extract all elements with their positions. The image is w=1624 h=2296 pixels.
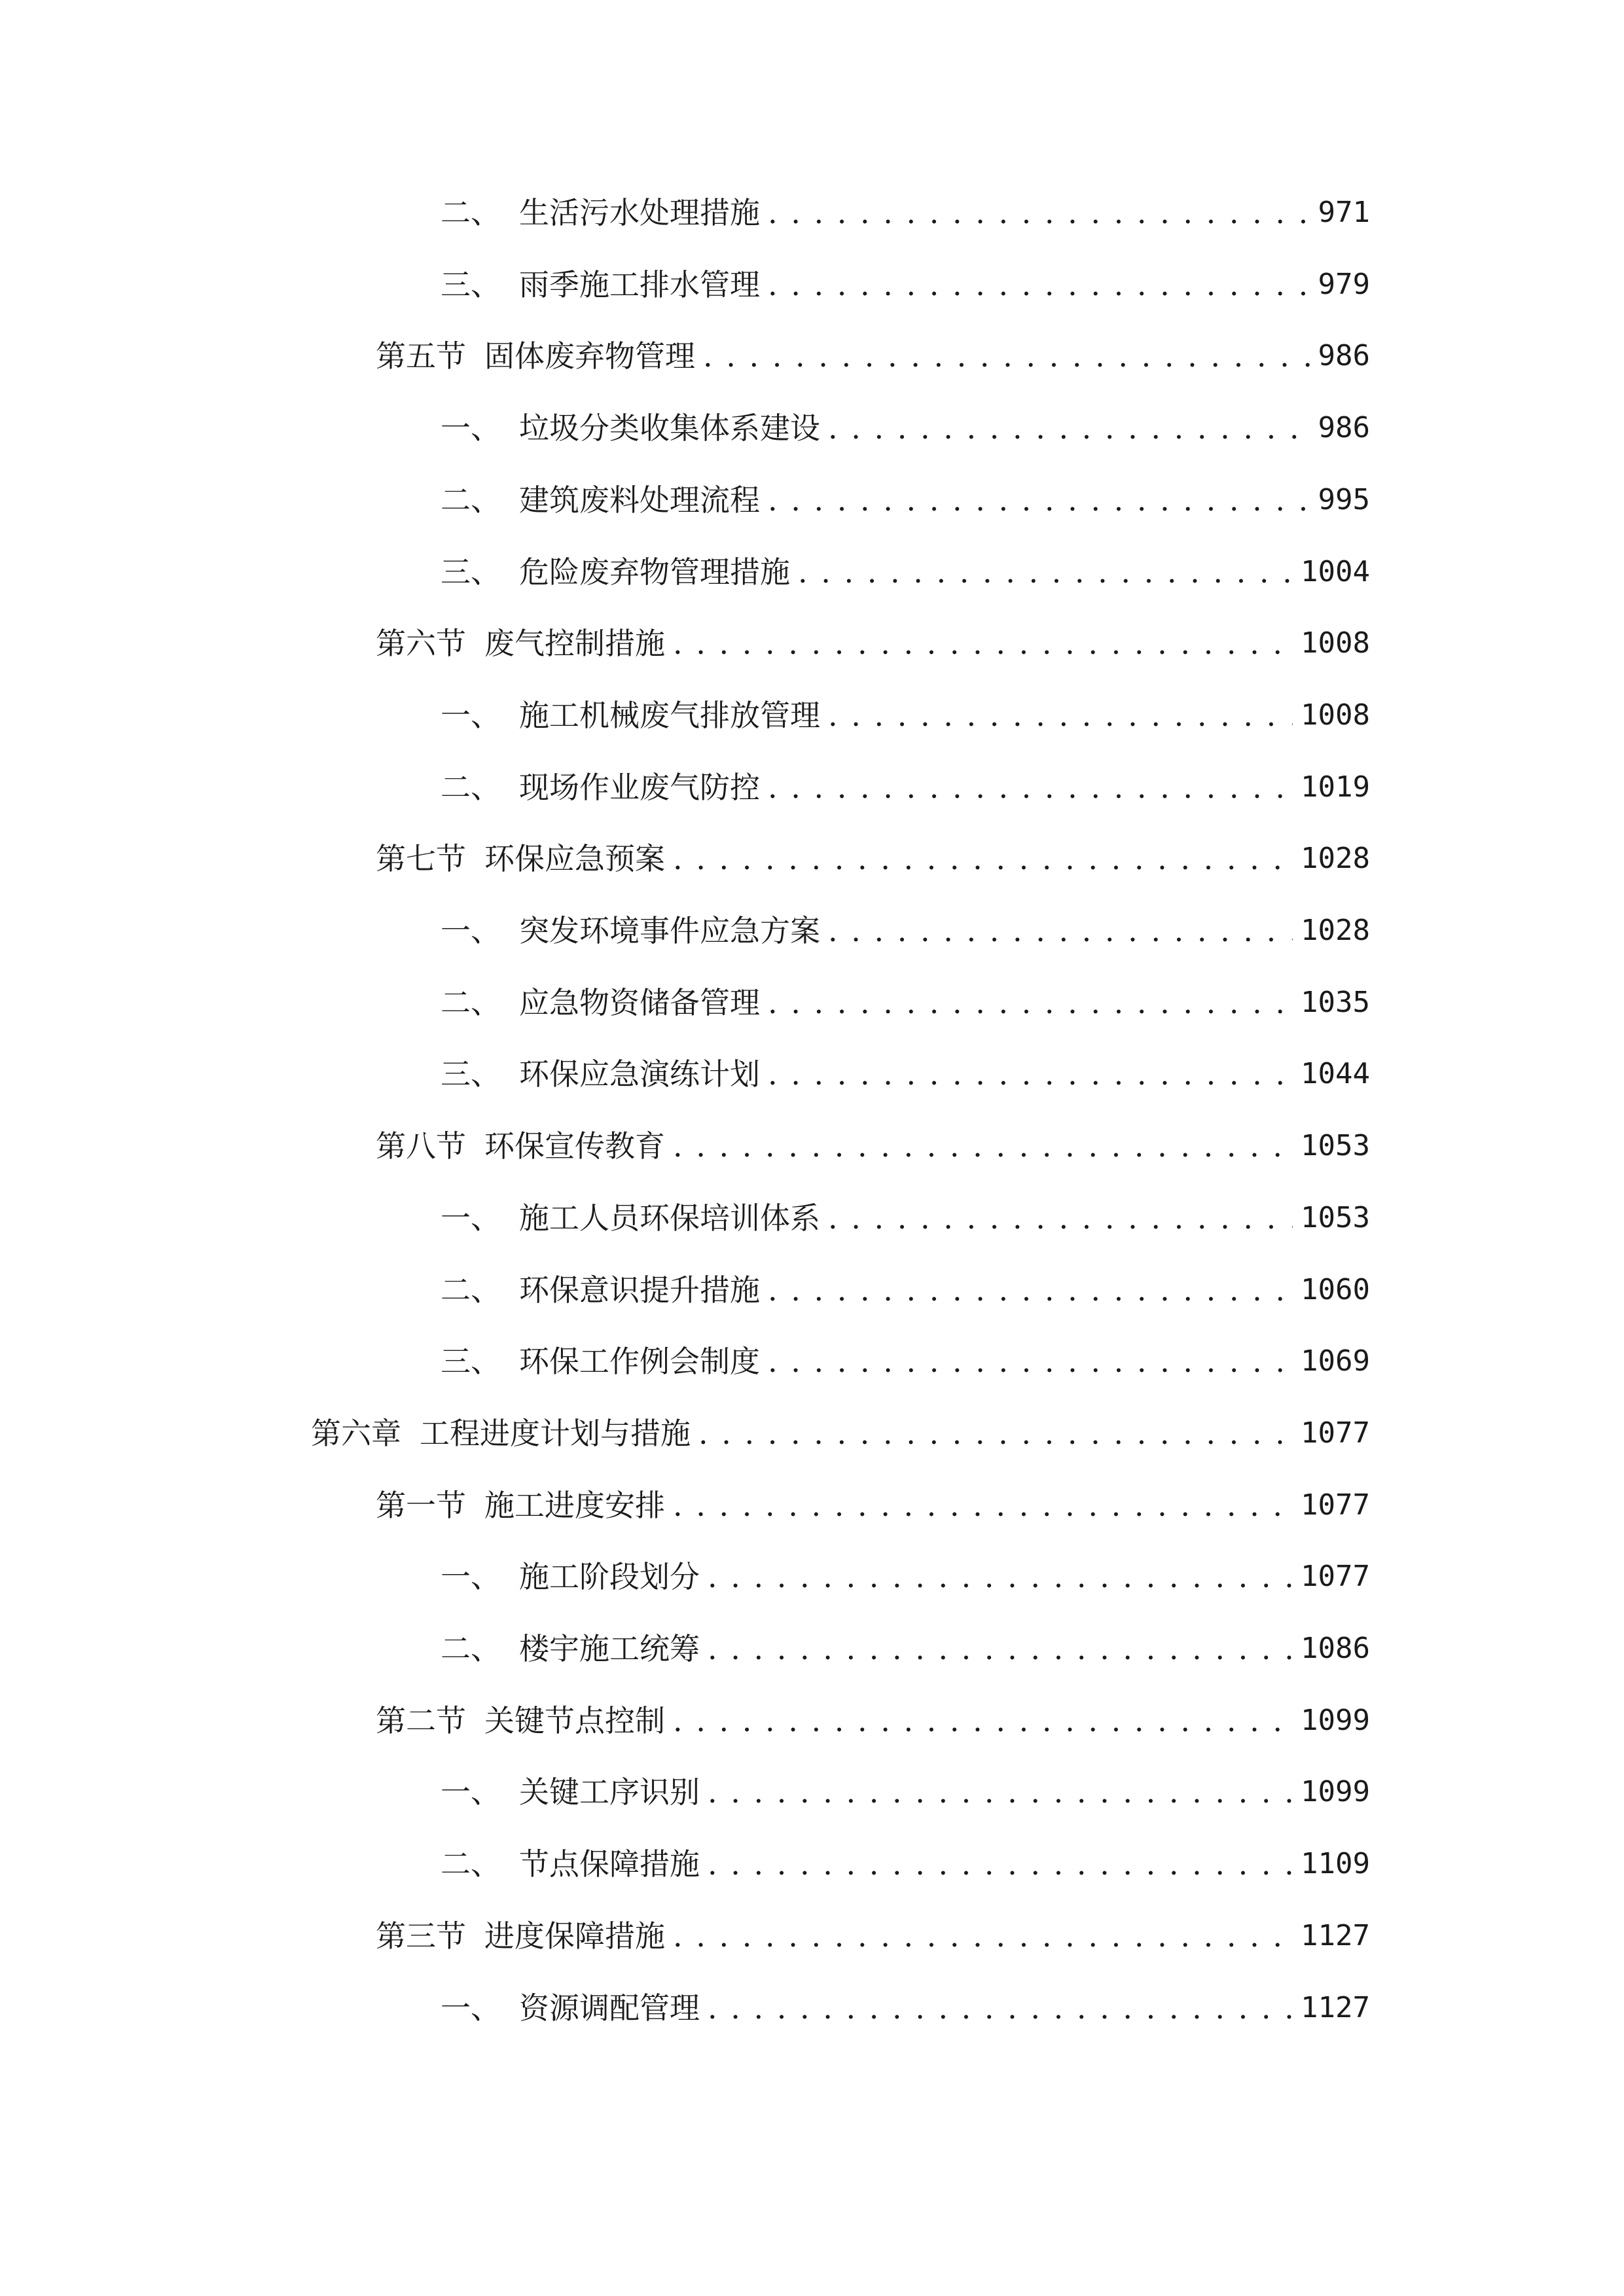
toc-dot-leader (828, 908, 1293, 954)
toc-entry-title: 关键工序识别 (519, 1774, 700, 1810)
toc-page-number: 1086 (1301, 1632, 1370, 1665)
toc-page-number: 971 (1318, 196, 1370, 229)
toc-entry-title: 资源调配管理 (519, 1990, 700, 2026)
toc-page-number: 986 (1318, 339, 1370, 372)
toc-entry-title: 楼宇施工统筹 (519, 1631, 700, 1666)
toc-entry-title: 工程进度计划与措施 (420, 1416, 691, 1451)
toc-entry-title: 关键节点控制 (484, 1703, 665, 1738)
toc-entry-title: 节点保障措施 (519, 1846, 700, 1882)
toc-dot-leader (673, 836, 1293, 882)
toc-entry[interactable] (441, 1769, 1370, 1815)
toc-entry-title: 施工进度安排 (484, 1488, 665, 1523)
toc-page-number: 1127 (1301, 1991, 1370, 2024)
toc-entry[interactable] (441, 1985, 1370, 2031)
toc-entry-number: 三、 (441, 1056, 501, 1092)
toc-dot-leader (708, 1626, 1293, 1672)
toc-entry-number: 一、 (441, 913, 501, 948)
toc-dot-leader (828, 692, 1293, 738)
toc-page-number: 1077 (1301, 1488, 1370, 1522)
toc-entry-number: 三、 (441, 1344, 501, 1379)
toc-entry[interactable] (441, 980, 1370, 1026)
toc-entry[interactable] (441, 1051, 1370, 1097)
toc-entry[interactable] (376, 836, 1370, 882)
toc-entry[interactable] (441, 1554, 1370, 1600)
toc-dot-leader (708, 1554, 1293, 1600)
toc-entry-title: 应急物资储备管理 (519, 985, 760, 1020)
toc-entry[interactable] (441, 764, 1370, 810)
toc-entry-number: 一、 (441, 1774, 501, 1810)
toc-entry-number: 二、 (441, 770, 501, 805)
toc-dot-leader (768, 1338, 1293, 1384)
toc-entry[interactable] (441, 1841, 1370, 1887)
toc-entry-title: 生活污水处理措施 (519, 195, 760, 230)
toc-entry[interactable] (441, 1267, 1370, 1313)
toc-page-number: 1028 (1301, 914, 1370, 947)
toc-entry-number: 第八节 (376, 1128, 466, 1164)
toc-entry-number: 一、 (441, 1559, 501, 1594)
toc-entry[interactable] (441, 262, 1370, 308)
toc-entry-title: 雨季施工排水管理 (519, 267, 760, 302)
toc-entry[interactable] (441, 1195, 1370, 1241)
toc-dot-leader (768, 1051, 1293, 1097)
toc-entry[interactable] (441, 1626, 1370, 1672)
toc-dot-leader (828, 1195, 1293, 1241)
toc-dot-leader (798, 549, 1293, 595)
toc-page-number: 1053 (1301, 1201, 1370, 1234)
toc-page-number: 1099 (1301, 1775, 1370, 1808)
toc-entry[interactable] (376, 1698, 1370, 1744)
toc-dot-leader (768, 764, 1293, 810)
toc-entry-number: 二、 (441, 985, 501, 1020)
toc-entry[interactable] (376, 620, 1370, 666)
toc-entry[interactable] (441, 692, 1370, 738)
toc-page-number: 1019 (1301, 770, 1370, 804)
toc-page-number: 1008 (1301, 626, 1370, 660)
toc-dot-leader (708, 1769, 1293, 1815)
toc-dot-leader (768, 1267, 1293, 1313)
toc-dot-leader (768, 262, 1310, 308)
toc-entry-title: 现场作业废气防控 (519, 770, 760, 805)
toc-entry-number: 一、 (441, 410, 501, 446)
toc-entry-number: 二、 (441, 482, 501, 518)
toc-page-number: 1060 (1301, 1273, 1370, 1306)
toc-entry-title: 环保宣传教育 (484, 1128, 665, 1164)
toc-entry-title: 环保应急演练计划 (519, 1056, 760, 1092)
toc-entry-title: 环保意识提升措施 (519, 1272, 760, 1308)
toc-dot-leader (673, 1123, 1293, 1169)
toc-entry[interactable] (441, 190, 1370, 236)
toc-entry-title: 固体废弃物管理 (484, 338, 695, 374)
toc-page-number: 995 (1318, 483, 1370, 516)
toc-entry[interactable] (441, 908, 1370, 954)
toc-entry-number: 二、 (441, 1846, 501, 1882)
toc-dot-leader (768, 190, 1310, 236)
toc-entry-number: 一、 (441, 1990, 501, 2026)
toc-dot-leader (768, 980, 1293, 1026)
toc-entry-number: 一、 (441, 698, 501, 733)
toc-entry[interactable] (376, 1913, 1370, 1959)
toc-page-number: 1035 (1301, 986, 1370, 1019)
toc-dot-leader (698, 1410, 1293, 1456)
toc-entry-title: 施工人员环保培训体系 (519, 1200, 820, 1236)
toc-dot-leader (708, 1841, 1293, 1887)
toc-page-number: 1008 (1301, 698, 1370, 732)
toc-entry-number: 第二节 (376, 1703, 466, 1738)
toc-dot-leader (673, 620, 1293, 666)
toc-page-number: 1127 (1301, 1919, 1370, 1952)
toc-entry-title: 突发环境事件应急方案 (519, 913, 820, 948)
toc-dot-leader (828, 405, 1310, 451)
toc-page-number: 1077 (1301, 1416, 1370, 1450)
toc-entry[interactable] (311, 1410, 1370, 1456)
toc-entry-number: 三、 (441, 267, 501, 302)
toc-page-number: 1109 (1301, 1847, 1370, 1880)
toc-entry-title: 废气控制措施 (484, 626, 665, 661)
toc-dot-leader (673, 1698, 1293, 1744)
toc-entry[interactable] (441, 477, 1370, 523)
toc-page-number: 1077 (1301, 1560, 1370, 1593)
toc-entry[interactable] (376, 333, 1370, 379)
toc-entry-title: 危险废弃物管理措施 (519, 554, 790, 590)
toc-dot-leader (708, 1985, 1293, 2031)
toc-page-number: 1099 (1301, 1704, 1370, 1737)
toc-entry-title: 建筑废料处理流程 (519, 482, 760, 518)
toc-entry-number: 二、 (441, 195, 501, 230)
toc-page-number: 986 (1318, 411, 1370, 444)
toc-entry-number: 第三节 (376, 1918, 466, 1954)
toc-page-number: 1004 (1301, 555, 1370, 588)
toc-entry-number: 第六节 (376, 626, 466, 661)
toc-entry[interactable] (441, 549, 1370, 595)
toc-dot-leader (673, 1913, 1293, 1959)
toc-page-number: 1069 (1301, 1344, 1370, 1378)
toc-entry-number: 第五节 (376, 338, 466, 374)
toc-entry[interactable] (441, 405, 1370, 451)
toc-entry-number: 一、 (441, 1200, 501, 1236)
toc-entry[interactable] (376, 1482, 1370, 1528)
toc-entry[interactable] (441, 1338, 1370, 1384)
toc-page-number: 1053 (1301, 1129, 1370, 1162)
toc-entry-number: 三、 (441, 554, 501, 590)
toc-entry-title: 环保工作例会制度 (519, 1344, 760, 1379)
toc-entry-title: 垃圾分类收集体系建设 (519, 410, 820, 446)
toc-entry-number: 第七节 (376, 841, 466, 876)
toc-entry-number: 第六章 (311, 1416, 401, 1451)
toc-entry-number: 第一节 (376, 1488, 466, 1523)
toc-page-number: 979 (1318, 268, 1370, 301)
toc-dot-leader (703, 333, 1310, 379)
toc-entry-number: 二、 (441, 1631, 501, 1666)
toc-entry-title: 环保应急预案 (484, 841, 665, 876)
toc-entry[interactable] (376, 1123, 1370, 1169)
toc-dot-leader (673, 1482, 1293, 1528)
toc-entry-title: 施工阶段划分 (519, 1559, 700, 1594)
toc-entry-title: 施工机械废气排放管理 (519, 698, 820, 733)
toc-page-number: 1044 (1301, 1057, 1370, 1090)
toc-entry-number: 二、 (441, 1272, 501, 1308)
toc-page-number: 1028 (1301, 842, 1370, 875)
toc-dot-leader (768, 477, 1310, 523)
toc-entry-title: 进度保障措施 (484, 1918, 665, 1954)
